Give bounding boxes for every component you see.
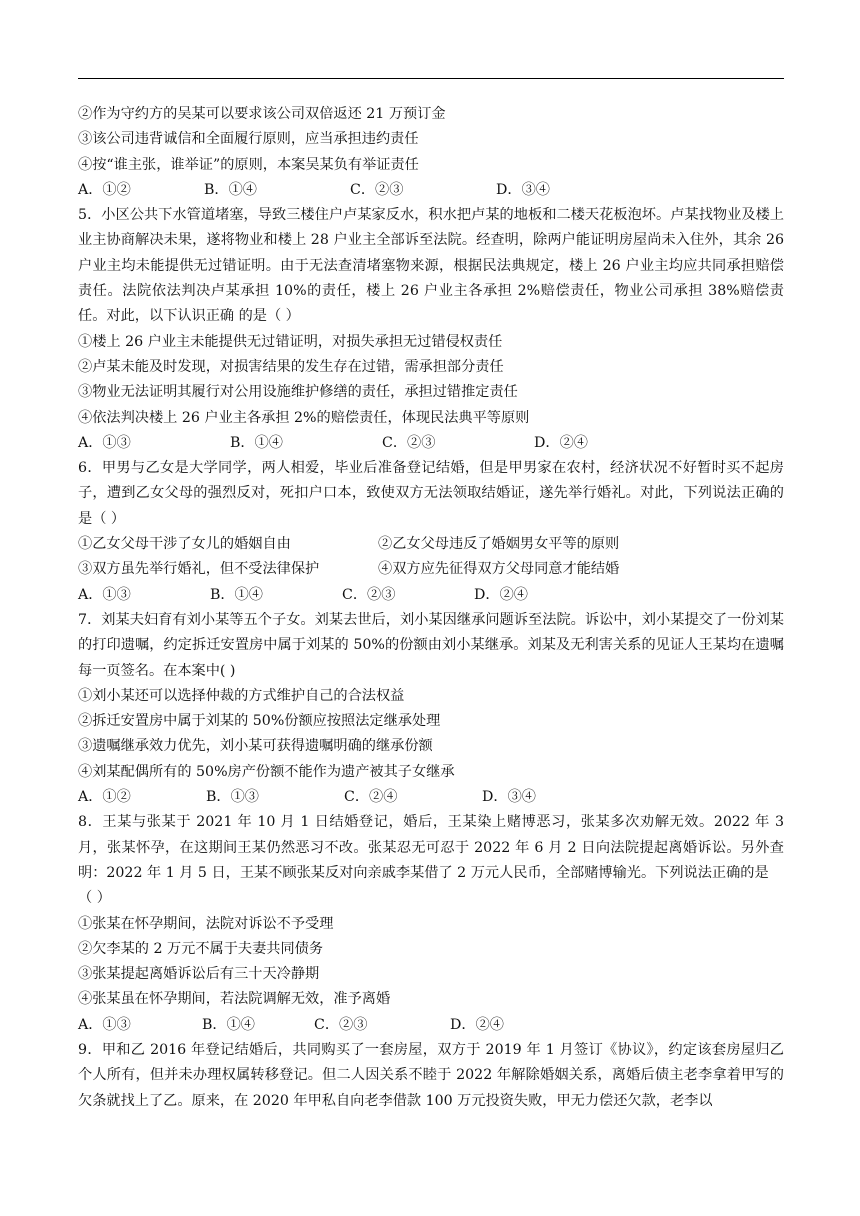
q8-stem: 8．王某与张某于 2021 年 10 月 1 日结婚登记，婚后，王某染上赌博恶习，张某多次劝解无效。2022 年 3 月，张某怀孕，在这期间王某仍然恶习不改。张某忍无可忍于 2022 年 6 月 2 日向法院提起离婚诉讼。另外查明：2022 年 1 月 5 日，王某不顾张某反对向亲戚李某借了 2 万元人民币，全部赌博输光。下列说法正确的是 [78,814,784,881]
option-c: C．②③ [314,1016,368,1033]
q5-item-2: ②卢某未能及时发现，对损害结果的发生存在过错，需承担部分责任 [78,358,504,375]
q8-item-3: ③张某提起离婚诉讼后有三十天冷静期 [78,966,320,983]
option-b: B．①④ [202,1016,255,1033]
q6-item-1: ①乙女父母干涉了女儿的婚姻自由 [78,536,291,553]
header-rule [78,78,784,79]
q6-options [78,583,784,608]
q4-item-2: ②作为守约方的吴某可以要求该公司双倍返还 21 万预订金 [78,106,446,122]
q7-item-3: ③遗嘱继承效力优先，刘小某可获得遗嘱明确的继承份额 [78,738,433,755]
option-d: D．②④ [534,434,588,451]
q8-answer-paren: （ ） [78,890,111,907]
q8-options [78,1013,784,1038]
q5-stem: 5．小区公共下水管道堵塞，导致三楼住户卢某家反水，积水把卢某的地板和二楼天花板泡坏。卢某找物业及楼上业主协商解决未果，遂将物业和楼上 28 户业主全部诉至法院。经查明，除两户能证明房屋尚未入住外，其余 26 户业主均未能提供无过错证明。由于无法查清堵塞物来源，根据民法典规定，楼上 26 户业主均应共同承担赔偿责任。法院依法判决卢某承担 10%的责任，楼上 26 户业主各承担 2%赔偿责任，物业公司承担 38%赔偿责任。对此，以下认识正确 的是（ ） [78,207,784,325]
option-b: B．①④ [204,181,257,198]
q6-item-3: ③双方虽先举行婚礼，但不受法律保护 [78,561,320,578]
q5-item-4: ④依法判决楼上 26 户业主各承担 2%的赔偿责任，体现民法典平等原则 [78,409,530,426]
q8-item-1: ①张某在怀孕期间，法院对诉讼不予受理 [78,915,334,932]
q9-stem: 9．甲和乙 2016 年登记结婚后，共同购买了一套房屋，双方于 2019 年 1 月签订《协议》，约定该套房屋归乙个人所有，但并未办理权属转移登记。但二人因关系不睦于 2022 年解除婚姻关系，离婚后债主老李拿着甲写的欠条就找上了乙。原来，在 2020 年甲私自向老李借款 100 万元投资失败，甲无力偿还欠款，老李以 [78,1041,784,1109]
option-b: B．①④ [210,586,263,603]
q7-item-4: ④刘某配偶所有的 50%房产份额不能作为遗产被其子女继承 [78,763,455,780]
q8-item-4: ④张某虽在怀孕期间，若法院调解无效，准予离婚 [78,991,391,1008]
q4-options [78,178,784,203]
option-d: D．③④ [482,789,536,806]
q7-item-2: ②拆迁安置房中属于刘某的 50%份额应按照法定继承处理 [78,713,441,730]
option-b: B．①③ [206,789,259,806]
option-a: A．①③ [78,586,131,603]
option-c: C．②③ [350,181,404,198]
option-d: D．②④ [450,1016,504,1033]
q6-stem: 6．甲男与乙女是大学同学，两人相爱，毕业后准备登记结婚，但是甲男家在农村，经济状况不好暂时买不起房子，遭到乙女父母的强烈反对，死扣户口本，致使双方无法领取结婚证，遂先举行婚礼。对此，下列说法正确的是（ ） [78,460,784,527]
q6-items-row-2 [78,557,784,582]
q4-item-3: ③该公司违背诚信和全面履行原则，应当承担违约责任 [78,131,419,148]
q5-item-3: ③物业无法证明其履行对公用设施维护修缮的责任，承担过错推定责任 [78,384,518,401]
q7-stem: 7．刘某夫妇育有刘小某等五个子女。刘某去世后，刘小某因继承问题诉至法院。诉讼中，刘小某提交了一份刘某的打印遗嘱，约定拆迁安置房中属于刘某的 50%的份额由刘小某继承。刘某及无利害关系的见证人王某均在遗嘱每一页签名。在本案中( ) [78,611,784,679]
q6-item-2: ②乙女父母违反了婚姻男女平等的原则 [378,536,620,553]
q6-items-row-1 [78,532,784,557]
q6-item-4: ④双方应先征得双方父母同意才能结婚 [378,561,620,578]
q7-item-1: ①刘小某还可以选择仲裁的方式维护自己的合法权益 [78,687,405,704]
q5-item-1: ①楼上 26 户业主未能提供无过错证明，对损失承担无过错侵权责任 [78,333,503,350]
option-c: C．②③ [342,586,396,603]
option-a: A．①③ [78,434,131,451]
option-a: A．①② [78,181,131,198]
option-c: C．②④ [344,789,398,806]
option-d: D．③④ [496,181,550,198]
q8-item-2: ②欠李某的 2 万元不属于夫妻共同债务 [78,940,324,957]
option-a: A．①③ [78,1016,131,1033]
q4-item-4: ④按“谁主张，谁举证”的原则，本案吴某负有举证责任 [78,156,419,173]
question-content [78,102,784,1114]
option-c: C．②③ [382,434,436,451]
option-b: B．①④ [230,434,283,451]
option-a: A．①② [78,789,131,806]
option-d: D．②④ [474,586,528,603]
q5-options [78,431,784,456]
q7-options [78,785,784,810]
